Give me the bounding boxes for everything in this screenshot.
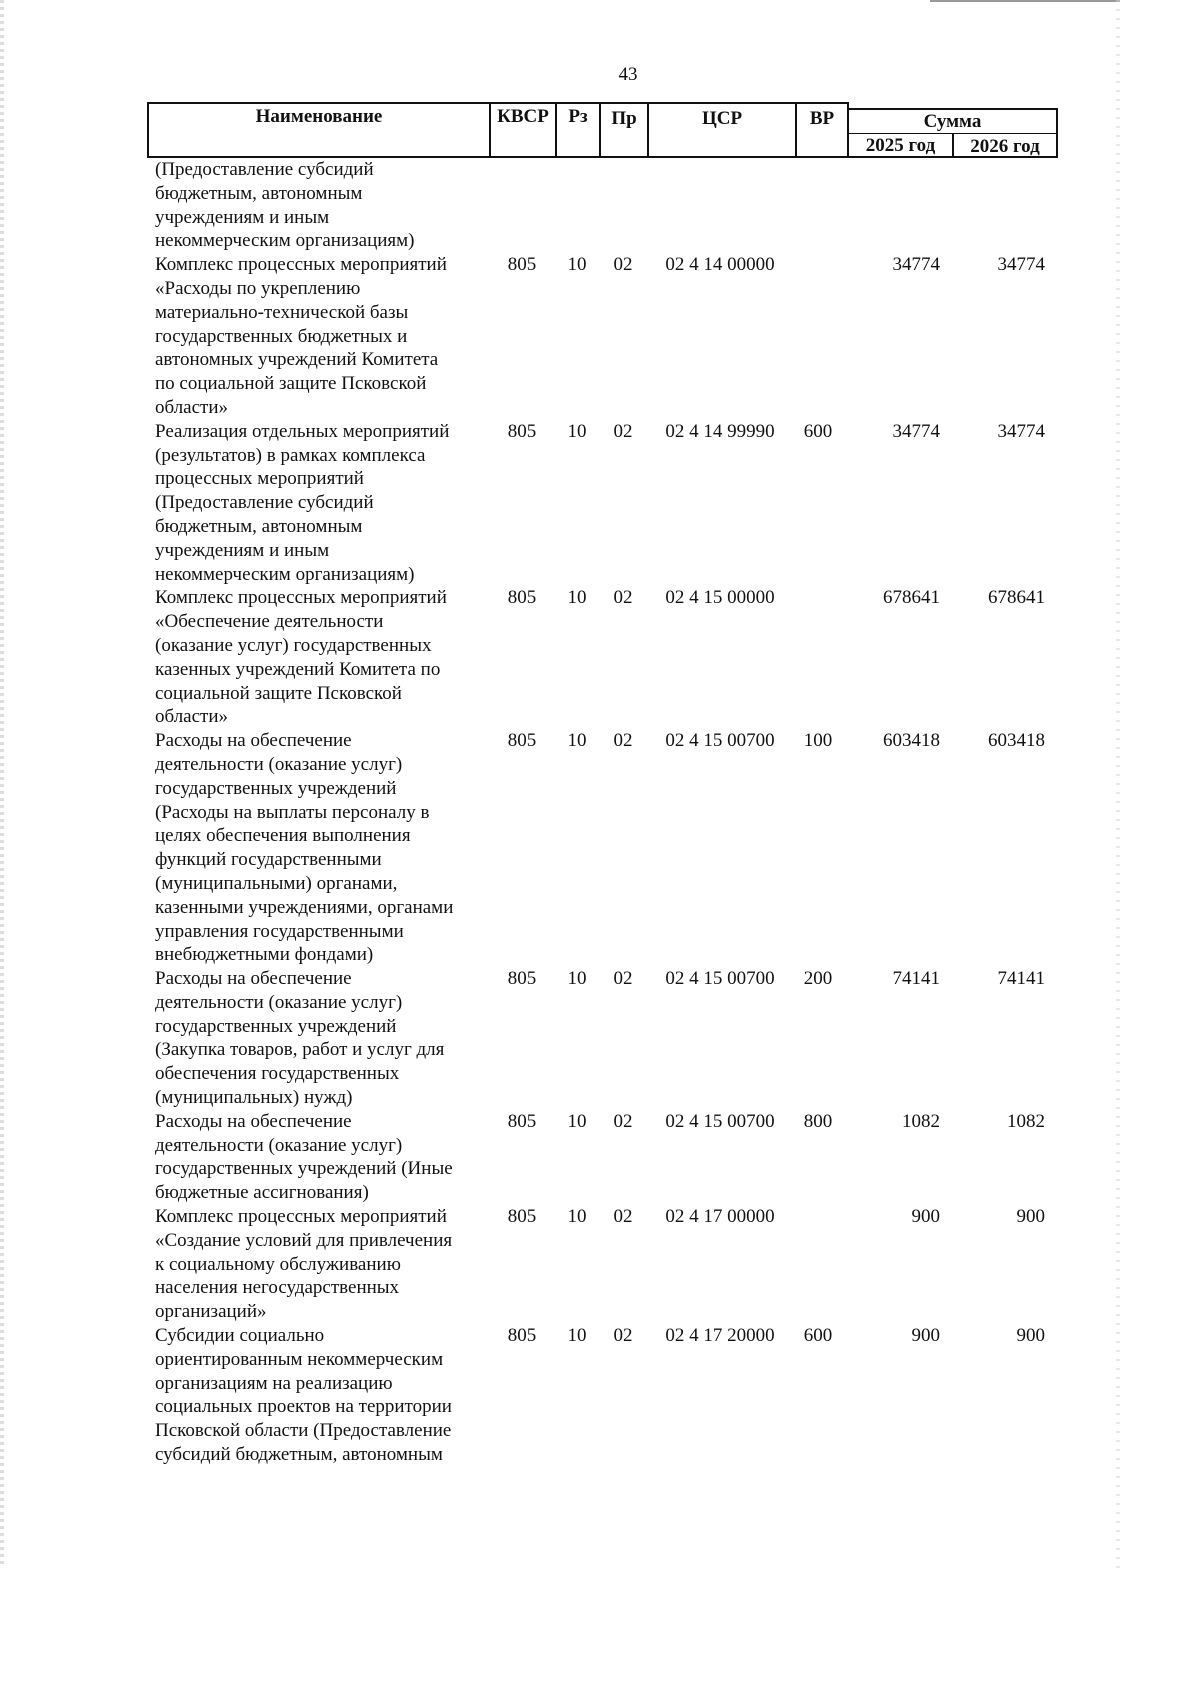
header-name: Наименование [255, 106, 383, 127]
table-row [0, 253, 1120, 420]
vr-cell: 600 [803, 1325, 833, 1347]
sum-2026-cell: 678641 [988, 587, 1045, 609]
table-row [0, 586, 1120, 729]
rz-cell: 10 [567, 254, 587, 276]
rz-cell: 10 [567, 1325, 587, 1347]
sum-2025-cell: 74141 [892, 968, 940, 990]
header-rz: Рз [568, 106, 588, 127]
csr-cell: 02 4 14 99990 [665, 420, 775, 442]
header-csr: ЦСР [701, 108, 743, 129]
rz-cell: 10 [567, 730, 587, 752]
vr-cell: 100 [803, 730, 833, 752]
sum-2025-cell: 603418 [883, 730, 940, 752]
csr-cell: 02 4 17 20000 [665, 1325, 775, 1347]
sum-2025-cell: 900 [911, 1206, 940, 1228]
table-row [0, 1110, 1120, 1205]
kvsr-cell: 805 [507, 420, 537, 442]
vr-cell: 600 [803, 420, 833, 442]
name-cell: Комплекс процессных мероприятий «Расходы по укреплению материально-технической базы государственных бюджетных и автономных учреждений Комитета по социальной защите Псковской области» [155, 254, 447, 418]
sum-2025-cell: 34774 [892, 254, 940, 276]
rz-cell: 10 [567, 587, 587, 609]
name-cell: Реализация отдельных мероприятий (результатов) в рамках комплекса процессных мероприятий (Предоставление субсидий бюджетным, автономным учреждениям и иным некоммерческим организациям) [155, 420, 450, 585]
rz-cell: 10 [567, 968, 587, 990]
header-year-2025: 2025 год [865, 135, 936, 156]
rz-cell: 10 [567, 420, 587, 442]
kvsr-cell: 805 [507, 1325, 537, 1347]
csr-cell: 02 4 14 00000 [665, 254, 775, 276]
table-row [0, 158, 1120, 253]
vr-cell: 800 [803, 1110, 833, 1132]
table-row [0, 420, 1120, 587]
sum-2025-cell: 678641 [883, 587, 940, 609]
name-cell: Расходы на обеспечение деятельности (оказание услуг) государственных учреждений (Закупка товаров, работ и услуг для обеспечения государственных (муниципальных) нужд) [155, 968, 445, 1109]
csr-cell: 02 4 15 00700 [665, 1110, 775, 1132]
sum-2026-cell: 74141 [997, 968, 1045, 990]
table-row [0, 1205, 1120, 1324]
header-sum-divider [847, 133, 1058, 134]
pr-cell: 02 [613, 730, 633, 752]
pr-cell: 02 [613, 968, 633, 990]
scan-edge-top [930, 0, 1120, 2]
kvsr-cell: 805 [507, 730, 537, 752]
header-border-top-sum [847, 108, 1058, 110]
csr-cell: 02 4 17 00000 [665, 1206, 775, 1228]
pr-cell: 02 [613, 420, 633, 442]
sum-2026-cell: 34774 [997, 254, 1045, 276]
header-vr: ВР [809, 108, 835, 129]
pr-cell: 02 [613, 254, 633, 276]
header-year-2026: 2026 год [970, 136, 1040, 157]
page-number: 43 [618, 64, 638, 85]
table-row [0, 729, 1120, 967]
sum-2026-cell: 900 [1016, 1325, 1045, 1347]
table-row [0, 967, 1120, 1110]
name-cell: Комплекс процессных мероприятий «Обеспечение деятельности (оказание услуг) государственных казенных учреждений Комитета по социальной защите Псковской области» [155, 587, 447, 728]
table-body [0, 158, 1120, 1467]
name-cell: (Предоставление субсидий бюджетным, автономным учреждениям и иным некоммерческим организациям) [155, 159, 415, 252]
header-kvsr: КВСР [497, 106, 549, 127]
kvsr-cell: 805 [507, 254, 537, 276]
vr-cell: 200 [803, 968, 833, 990]
kvsr-cell: 805 [507, 968, 537, 990]
table-header [147, 102, 1058, 158]
sum-2026-cell: 1082 [1007, 1110, 1045, 1132]
pr-cell: 02 [613, 1206, 633, 1228]
kvsr-cell: 805 [507, 1206, 537, 1228]
kvsr-cell: 805 [507, 1110, 537, 1132]
name-cell: Расходы на обеспечение деятельности (оказание услуг) государственных учреждений (Иные бюджетные ассигнования) [155, 1110, 453, 1204]
sum-2026-cell: 34774 [997, 420, 1045, 442]
rz-cell: 10 [567, 1110, 587, 1132]
sum-2026-cell: 900 [1016, 1206, 1045, 1228]
sum-2026-cell: 603418 [988, 730, 1045, 752]
sum-2025-cell: 900 [911, 1325, 940, 1347]
sum-2025-cell: 34774 [892, 420, 940, 442]
pr-cell: 02 [613, 1325, 633, 1347]
kvsr-cell: 805 [507, 587, 537, 609]
pr-cell: 02 [613, 587, 633, 609]
header-pr: Пр [611, 108, 637, 129]
csr-cell: 02 4 15 00700 [665, 968, 775, 990]
header-border-top [147, 102, 847, 104]
sum-2025-cell: 1082 [902, 1110, 940, 1132]
name-cell: Расходы на обеспечение деятельности (оказание услуг) государственных учреждений (Расходы на выплаты персоналу в целях обеспечения выполнения функций государственными (муниципальными) органами, казенными учреждениями, органами управления государственными внебюджетными фондами) [155, 730, 454, 966]
csr-cell: 02 4 15 00700 [665, 730, 775, 752]
header-sum: Сумма [923, 111, 982, 132]
name-cell: Комплекс процессных мероприятий «Создание условий для привлечения к социальному обслуживанию населения негосударственных организаций» [155, 1206, 453, 1323]
pr-cell: 02 [613, 1110, 633, 1132]
csr-cell: 02 4 15 00000 [665, 587, 775, 609]
rz-cell: 10 [567, 1206, 587, 1228]
table-row [0, 1324, 1120, 1467]
name-cell: Субсидии социально ориентированным некоммерческим организациям на реализацию социальных проектов на территории Псковской области (Предоставление субсидий бюджетным, автономным [155, 1325, 452, 1466]
